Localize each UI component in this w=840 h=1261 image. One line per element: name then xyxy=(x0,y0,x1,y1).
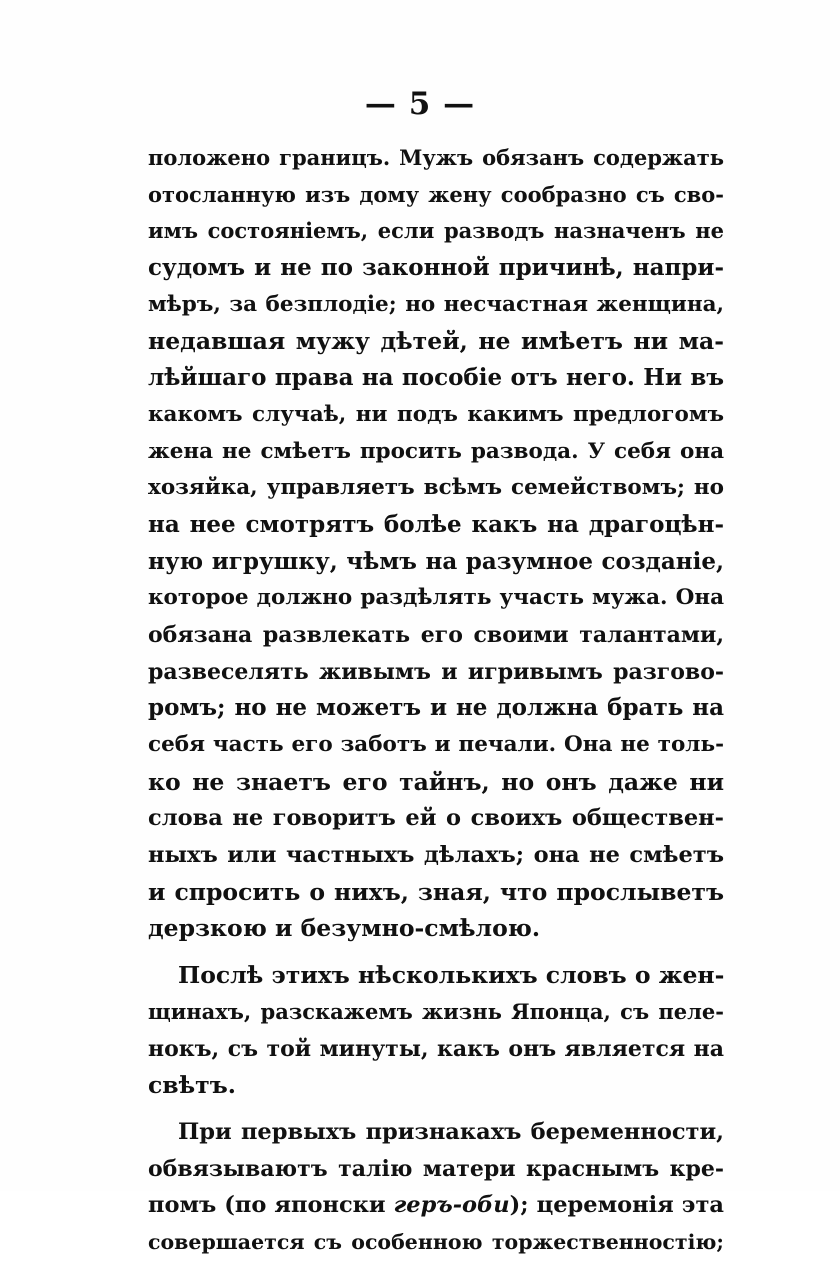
text-line: дерзкою и безумно-смѣлою. xyxy=(148,914,541,943)
text-line: слова не говоритъ ей о своихъ обществен- xyxy=(148,805,724,832)
text-line: совершается съ особенною торжественностію; xyxy=(148,1229,724,1254)
text-line: обязана развлекать его своими талантами, xyxy=(148,621,724,648)
text-line: хозяйка, управляетъ всѣмъ семействомъ; но xyxy=(148,475,724,501)
text-line: жена не смѣетъ просить развода. У себя она xyxy=(148,438,724,464)
text-line: ную игрушку, чѣмъ на разумное созданіе, xyxy=(148,547,724,575)
text-line: которое должно раздѣлять участь мужа. Она xyxy=(148,585,724,611)
paragraph-gap xyxy=(148,947,724,957)
paragraph-2 xyxy=(148,957,724,1104)
text-line: лѣйшаго права на пособіе отъ него. Ни въ xyxy=(148,364,724,392)
text-line: ныхъ или частныхъ дѣлахъ; она не смѣетъ xyxy=(148,842,724,869)
text-line: щинахъ, разскажемъ жизнь Японца, съ пеле- xyxy=(148,998,724,1024)
text-line: ромъ; но не можетъ и не должна брать на xyxy=(148,694,724,722)
text-fragment: ); церемонія эта xyxy=(509,1192,724,1219)
text-line: недавшая мужу дѣтей, не имѣетъ ни ма- xyxy=(148,327,724,356)
text-line: нокъ, съ той минуты, какъ онъ является на xyxy=(148,1035,724,1062)
text-line: какомъ случаѣ, ни подъ какимъ предлогомъ xyxy=(148,401,724,427)
text-line: Послѣ этихъ нѣсколькихъ словъ о жен- xyxy=(178,961,725,990)
text-line xyxy=(148,1187,724,1224)
text-line: на нее смотрятъ болѣе какъ на драгоцѣн- xyxy=(148,510,724,538)
text-line: обвязываютъ талію матери краснымъ кре- xyxy=(148,1155,724,1182)
text-line: При первыхъ признакахъ беременности, xyxy=(178,1118,724,1145)
text-line: и спросить о нихъ, зная, что прослыветъ xyxy=(148,877,724,906)
text-line: мѣръ, за безплодіе; но несчастная женщина, xyxy=(148,291,724,317)
text-line: свѣтъ. xyxy=(148,1071,236,1100)
text-line: себя часть его заботъ и печали. Она не толь- xyxy=(148,732,724,757)
body-text xyxy=(148,140,724,1261)
paragraph-gap xyxy=(148,1104,724,1114)
text-line: развеселять живымъ и игривымъ разгово- xyxy=(148,658,724,685)
japanese-term: геръ-оби xyxy=(393,1192,510,1219)
page-number: — 5 — xyxy=(364,86,476,122)
paragraph-1 xyxy=(148,140,724,947)
paragraph-3 xyxy=(148,1114,724,1261)
text-line: судомъ и не по законной причинѣ, напри- xyxy=(148,254,724,282)
text-line: ко не знаетъ его тайнъ, но онъ даже ни xyxy=(148,767,724,796)
text-fragment: помъ (по японски xyxy=(148,1192,394,1219)
text-line: положено границъ. Мужъ обязанъ содержать xyxy=(148,145,724,170)
text-line: отосланную изъ дому жену сообразно съ сво- xyxy=(148,181,724,207)
text-line: имъ состояніемъ, если разводъ назначенъ не xyxy=(148,218,724,244)
